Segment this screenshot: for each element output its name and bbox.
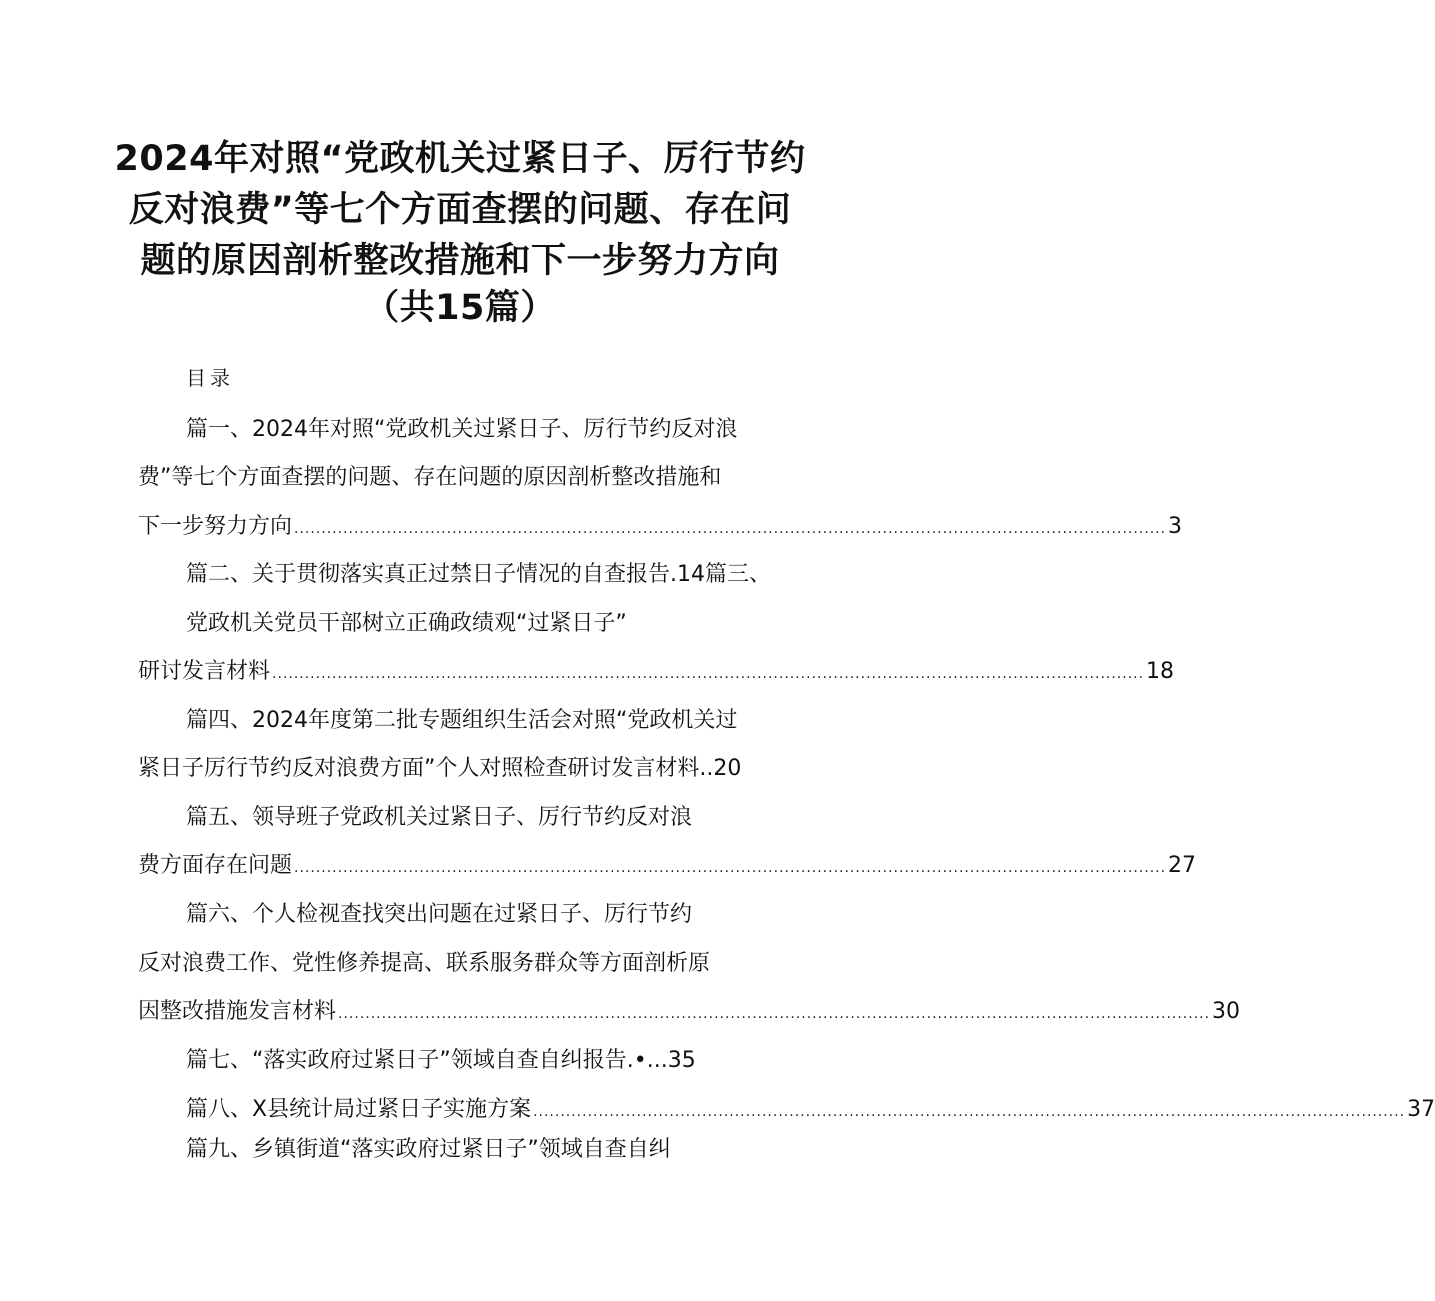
title-line-3: 题的原因剖析整改措施和下一步努力方向: [140, 241, 780, 281]
toc-text: 费方面存在问题: [138, 853, 293, 878]
toc-entry-6[interactable]: [138, 996, 1241, 1030]
toc-heading: 目录: [186, 366, 234, 390]
toc-entry-8[interactable]: [186, 1094, 1435, 1128]
toc-text: 篇四、2024年度第二批专题组织生活会对照“党政机关过: [186, 708, 738, 733]
page-number: 37: [1407, 1097, 1435, 1122]
leader-dots: ................................................................................................................................................................: [338, 1006, 1211, 1022]
toc-text: 篇七、“落实政府过紧日子”领域自查自纠报告.•...35: [186, 1048, 696, 1073]
title-line-2: 反对浪费”等七个方面查摆的问题、存在问: [128, 190, 792, 230]
toc-text: 紧日子厉行节约反对浪费方面”个人对照检查研讨发言材料..20: [138, 756, 742, 781]
toc-entry-9[interactable]: [186, 1134, 671, 1166]
toc-text: 篇一、2024年对照“党政机关过紧日子、厉行节约反对浪: [186, 417, 738, 442]
toc-line: [186, 414, 737, 446]
toc-text: 下一步努力方向: [138, 514, 293, 539]
toc-line: [186, 705, 737, 737]
toc-text: 研讨发言材料: [138, 659, 271, 684]
page-number: 27: [1168, 853, 1197, 878]
toc-text: 因整改措施发言材料: [138, 999, 337, 1024]
toc-text: 党政机关党员干部树立正确政绩观“过紧日子”: [186, 611, 627, 636]
page-number: 18: [1146, 659, 1175, 684]
toc-text: 篇六、个人检视查找突出问题在过紧日子、厉行节约: [186, 902, 693, 927]
toc-text: 费”等七个方面查摆的问题、存在问题的原因剖析整改措施和: [138, 465, 722, 490]
toc-text: 篇五、领导班子党政机关过紧日子、厉行节约反对浪: [186, 805, 693, 830]
toc-text: 篇二、关于贯彻落实真正过禁日子情况的自查报告.14篇三、: [186, 562, 771, 587]
toc-entry-7[interactable]: [186, 1045, 696, 1077]
leader-dots: ................................................................................................................................................................: [294, 521, 1167, 537]
toc-text: 篇九、乡镇街道“落实政府过紧日子”领域自查自纠: [186, 1137, 671, 1162]
toc-entry-1[interactable]: [138, 511, 1183, 545]
toc-line: [138, 462, 721, 494]
toc-entry-5[interactable]: [138, 850, 1197, 884]
toc-line: [138, 948, 710, 980]
toc-line: [186, 899, 692, 931]
toc-entry-2[interactable]: [186, 559, 771, 591]
leader-dots: ................................................................................................................................................................: [533, 1104, 1406, 1120]
leader-dots: ................................................................................................................................................................: [294, 860, 1167, 876]
toc-text: 反对浪费工作、党性修养提高、联系服务群众等方面剖析原: [138, 951, 711, 976]
toc-text: 篇八、X县统计局过紧日子实施方案: [186, 1097, 532, 1122]
title-line-1: 2024年对照“党政机关过紧日子、厉行节约: [114, 139, 806, 179]
toc-entry-4[interactable]: [138, 753, 741, 785]
toc-entry-3[interactable]: [138, 656, 1175, 690]
toc-line: [186, 802, 692, 834]
leader-dots: ................................................................................................................................................................: [272, 666, 1145, 682]
title-line-4: （共15篇）: [364, 288, 556, 328]
toc-line: [186, 608, 627, 640]
page-number: 30: [1212, 999, 1241, 1024]
page-number: 3: [1168, 514, 1183, 539]
